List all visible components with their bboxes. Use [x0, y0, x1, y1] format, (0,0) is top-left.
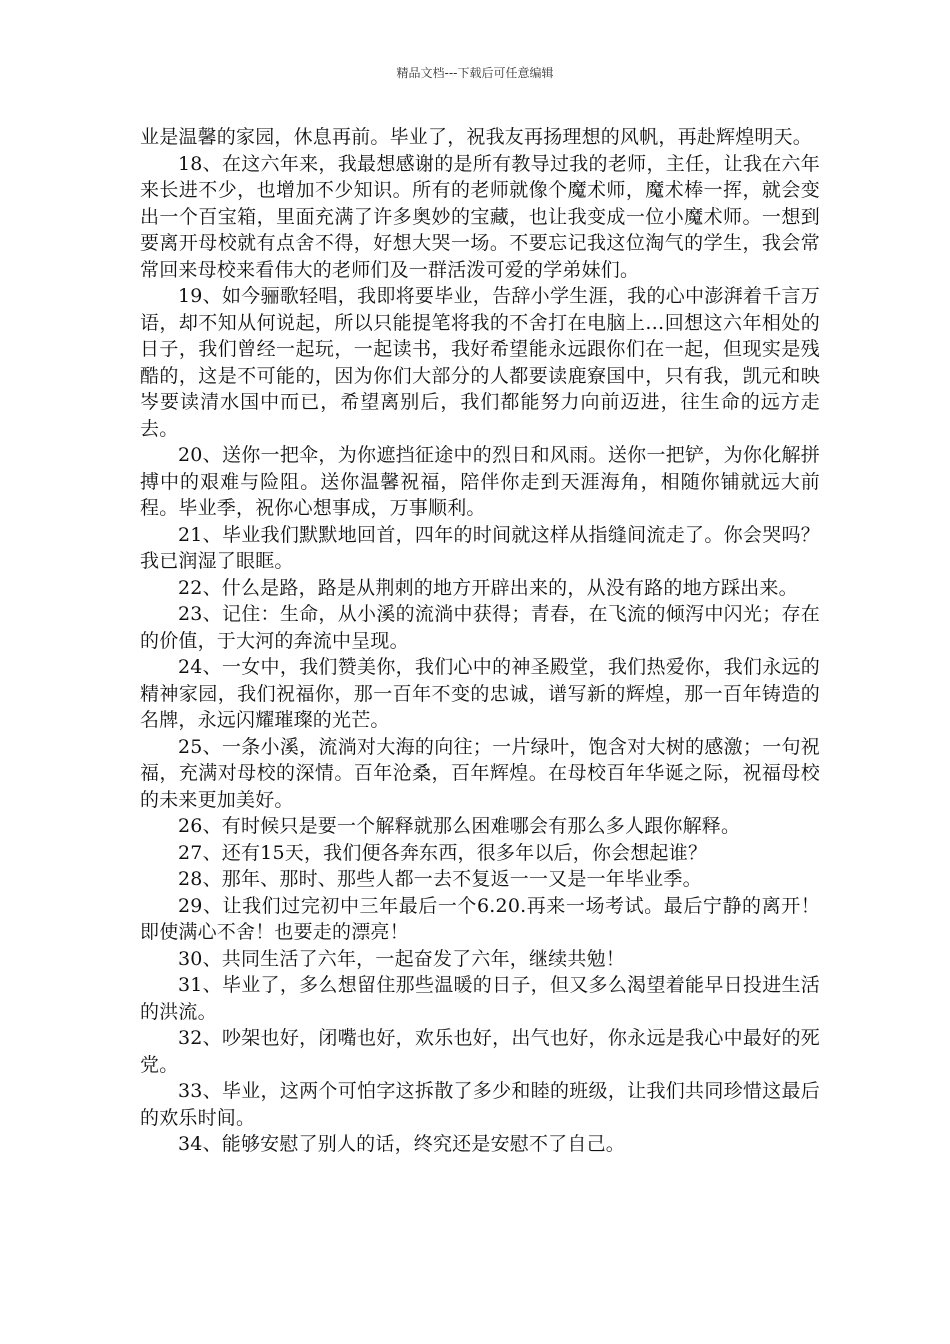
paragraph: 18、在这六年来，我最想感谢的是所有教导过我的老师，主任，让我在六年来长进不少，也增加不少知识。所有的老师就像个魔术师，魔术棒一挥，就会变出一个百宝箱，里面充满了许多奥妙的宝藏，也让我变成一位小魔术师。一想到要离开母校就有点舍不得，好想大哭一场。不要忘记我这位淘气的学生，我会常常回来母校来看伟大的老师们及一群活泼可爱的学弟妹们。 [140, 152, 820, 281]
paragraph: 31、毕业了，多么想留住那些温暖的日子，但又多么渴望着能早日投进生活的洪流。 [140, 974, 820, 1023]
paragraph: 25、一条小溪，流淌对大海的向往；一片绿叶，饱含对大树的感激；一句祝福，充满对母校的深情。百年沧桑，百年辉煌。在母校百年华诞之际，祝福母校的未来更加美好。 [140, 735, 820, 811]
paragraph: 30、共同生活了六年，一起奋发了六年，继续共勉！ [178, 947, 625, 970]
paragraph: 27、还有15天，我们便各奔东西，很多年以后，你会想起谁？ [178, 841, 708, 864]
paragraph: 33、毕业，这两个可怕字这拆散了多少和睦的班级，让我们共同珍惜这最后的欢乐时间。 [140, 1080, 820, 1129]
page-header: 精品文档---下载后可任意编辑 [396, 66, 554, 80]
paragraph: 29、让我们过完初中三年最后一个6.20.再来一场考试。最后宁静的离开！即使满心不舍！也要走的漂亮！ [140, 894, 820, 943]
paragraph: 20、送你一把伞，为你遮挡征途中的烈日和风雨。送你一把铲，为你化解拼搏中的艰难与险阻。送你温馨祝福，陪伴你走到天涯海角，相随你铺就远大前程。毕业季，祝你心想事成，万事顺利。 [140, 444, 820, 519]
paragraph: 21、毕业我们默默地回首，四年的时间就这样从指缝间流走了。你会哭吗？我已润湿了眼眶。 [140, 523, 820, 572]
paragraph: 28、那年、那时、那些人都一去不复返一一又是一年毕业季。 [178, 868, 702, 890]
paragraph: 26、有时候只是要一个解释就那么困难哪会有那么多人跟你解释。 [178, 815, 741, 837]
document-body [140, 124, 820, 1158]
paragraph: 业是温馨的家园，休息再前。毕业了，祝我友再扬理想的风帆，再赴辉煌明天。 [140, 126, 813, 148]
paragraph: 22、什么是路，路是从荆刺的地方开辟出来的，从没有路的地方踩出来。 [178, 576, 798, 599]
paragraph: 24、一女中，我们赞美你，我们心中的神圣殿堂，我们热爱你，我们永远的精神家园，我们祝福你，那一百年不变的忠诚，谱写新的辉煌，那一百年铸造的名牌，永远闪耀璀璨的光芒。 [140, 656, 820, 731]
paragraph: 23、记住：生命，从小溪的流淌中获得；青春，在飞流的倾泻中闪光；存在的价值，于大河的奔流中呈现。 [140, 603, 820, 652]
paragraph: 34、能够安慰了别人的话，终究还是安慰不了自己。 [178, 1133, 625, 1155]
paragraph: 32、吵架也好，闭嘴也好，欢乐也好，出气也好，你永远是我心中最好的死党。 [140, 1027, 820, 1076]
paragraph: 19、如今骊歌轻唱，我即将要毕业，告辞小学生涯，我的心中澎湃着千言万语，却不知从何说起，所以只能提笔将我的不舍打在电脑上…回想这六年相处的日子，我们曾经一起玩，一起读书，我好希望能永远跟你们在一起，但现实是残酷的，这是不可能的，因为你们大部分的人都要读鹿寮国中，只有我，凯元和映岑要读清水国中而已，希望离别后，我们都能努力向前迈进，往生命的远方走去。 [140, 285, 820, 440]
